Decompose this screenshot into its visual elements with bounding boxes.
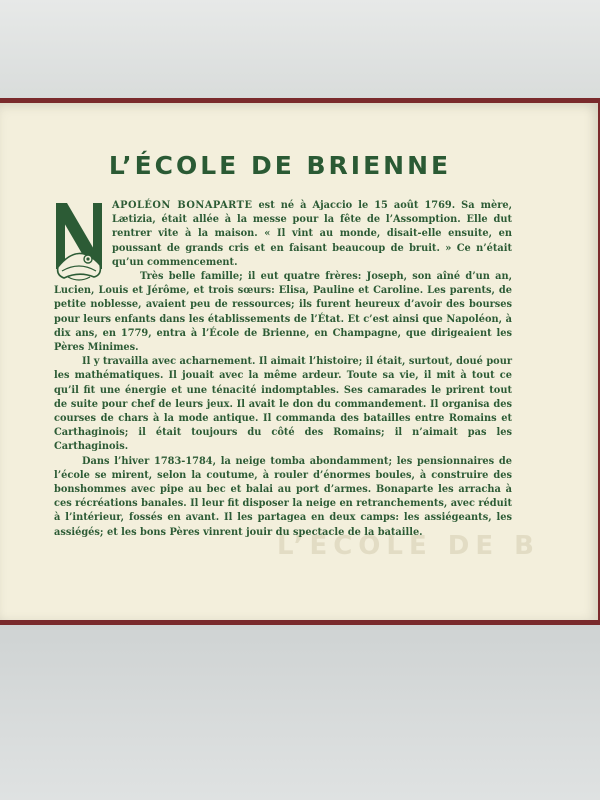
paragraph-1 [54,199,512,270]
lead-name: APOLÉON BONAPARTE [112,200,253,211]
chapter-title: L’ÉCOLE DE BRIENNE [108,151,452,180]
paragraph-2: Très belle famille; il eut quatre frères: Joseph, son aîné d’un an, Lucien, Louis et Jérôme, et trois sœurs: Elisa, Pauline et Caroline. Les parents, de petite noblesse, avaient peu de ressources; ils furent heureux d’avoir des bourses pour leurs enfants dans les établissements de l’État. Et c’est ainsi que Napoléon, à dix ans, en 1779, entra à l’École de Brienne, en Champagne, que dirigeaient les Pères Minimes. [54,271,512,354]
paragraph-3: Il y travailla avec acharnement. Il aimait l’histoire; il était, surtout, doué pour les mathématiques. Il jouait avec la même ardeur. Toute sa vie, il mit à tout ce qu’il fit une énergie et une ténacité indomptables. Ses camarades le prirent tout de suite pour chef de leurs jeux. Il avait le don du commandement. Il organisa des courses de chars à la mode antique. Il commanda des batailles entre Romains et Carthaginois; il était toujours du côté des Romains; il n’aimait pas les Carthaginois. [54,356,512,453]
background-bottom [0,625,600,800]
background-top [0,0,600,100]
bicorne-dropcap-icon [54,201,104,283]
paragraph-4: Dans l’hiver 1783-1784, la neige tomba abondamment; les pensionnaires de l’école se mirent, selon la coutume, à rouler d’énormes boules, à construire des bonshommes avec pipe au bec et balai au port d’armes. Bonaparte les arracha à ces récréations banales. Il leur fit disposer la neige en retranchements, avec réduit à l’intérieur, fossés en avant. Il les partagea en deux camps: les assiégeants, les assiégés; et les bons Pères vinrent jouir du spectacle de la bataille. [54,455,512,538]
paragraph-1-text: est né à Ajaccio le 15 août 1769. Sa mère, Lætizia, était allée à la messe pour la fête de l’Assomption. Elle dut rentrer vite à la maison. « Il vint au monde, disait-elle ensuite, en poussant de grands cris et en faisant beaucoup de bruit. » Ce n’était qu’un commencement. [112,200,513,268]
book-page [0,103,598,620]
bleed-through-text: L’ÉCOLE DE B [276,531,540,561]
chapter-body [54,199,512,540]
